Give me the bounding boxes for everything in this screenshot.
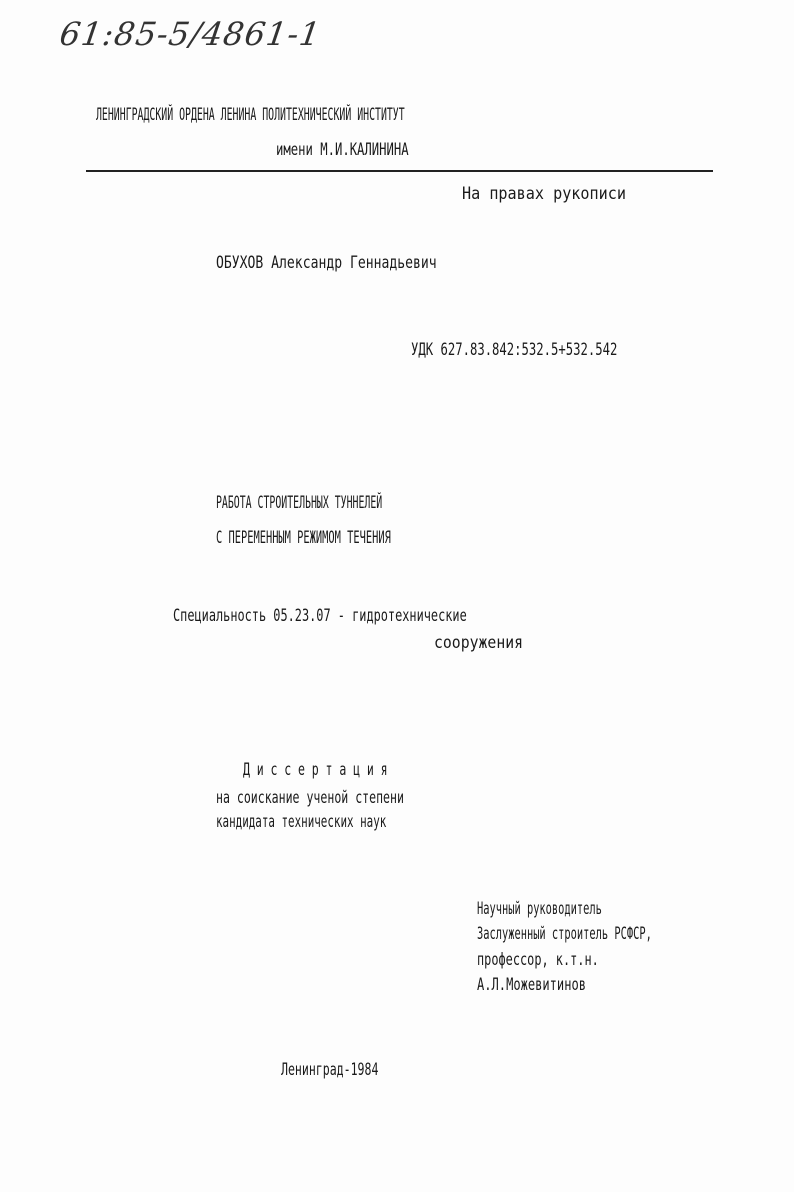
place-and-year-text: Ленинград-1984 <box>281 1060 379 1080</box>
supervisor-rank-text: профессор, к.т.н. <box>477 950 599 970</box>
specialty-line-1 <box>173 608 593 625</box>
supervisor-name-text: А.Л.Можевитинов <box>477 975 587 995</box>
supervisor-title-text: Заслуженный строитель РСФСР, <box>477 924 652 944</box>
specialty-line-1-text: Специальность 05.23.07 - гидротехнические <box>173 606 467 626</box>
thesis-title-line-1 <box>216 495 503 512</box>
rights-notice-text: На правах рукописи <box>462 184 626 204</box>
handwritten-archive-number: 61:85-5/4861-1 <box>57 15 324 53</box>
dissertation-heading-text: Диссертация <box>243 760 395 780</box>
thesis-title-line-2-text: С ПЕРЕМЕННЫМ РЕЖИМОМ ТЕЧЕНИЯ <box>216 528 391 548</box>
degree-line-1-text: на соискание ученой степени <box>216 788 404 808</box>
degree-line-2 <box>216 814 482 831</box>
rights-notice <box>462 186 646 203</box>
dissertation-heading <box>243 762 466 779</box>
udc-code <box>411 342 698 359</box>
supervisor-label <box>477 901 682 918</box>
degree-line-2-text: кандидата технических наук <box>216 812 387 832</box>
author-name <box>216 255 503 272</box>
supervisor-title <box>477 926 764 943</box>
author-name-text: ОБУХОВ Александр Геннадьевич <box>216 253 437 273</box>
header-divider <box>86 170 713 172</box>
degree-line-1 <box>216 790 492 807</box>
place-and-year <box>281 1062 424 1079</box>
institute-honorific <box>276 142 460 159</box>
thesis-title-line-2 <box>216 530 503 547</box>
udc-code-text: УДК 627.83.842:532.5+532.542 <box>411 340 618 360</box>
institute-name <box>96 107 628 124</box>
supervisor-rank <box>477 952 651 969</box>
specialty-line-2-text: сооружения <box>434 633 524 653</box>
thesis-title-line-1-text: РАБОТА СТРОИТЕЛЬНЫХ ТУННЕЛЕЙ <box>216 493 383 513</box>
institute-honorific-text: имени М.И.КАЛИНИНА <box>276 140 409 160</box>
supervisor-label-text: Научный руководитель <box>477 899 602 919</box>
supervisor-name <box>477 977 631 994</box>
institute-name-text: ЛЕНИНГРАДСКИЙ ОРДЕНА ЛЕНИНА ПОЛИТЕХНИЧЕСКИЙ ИНСТИТУТ <box>96 105 405 125</box>
specialty-line-2 <box>434 635 536 652</box>
